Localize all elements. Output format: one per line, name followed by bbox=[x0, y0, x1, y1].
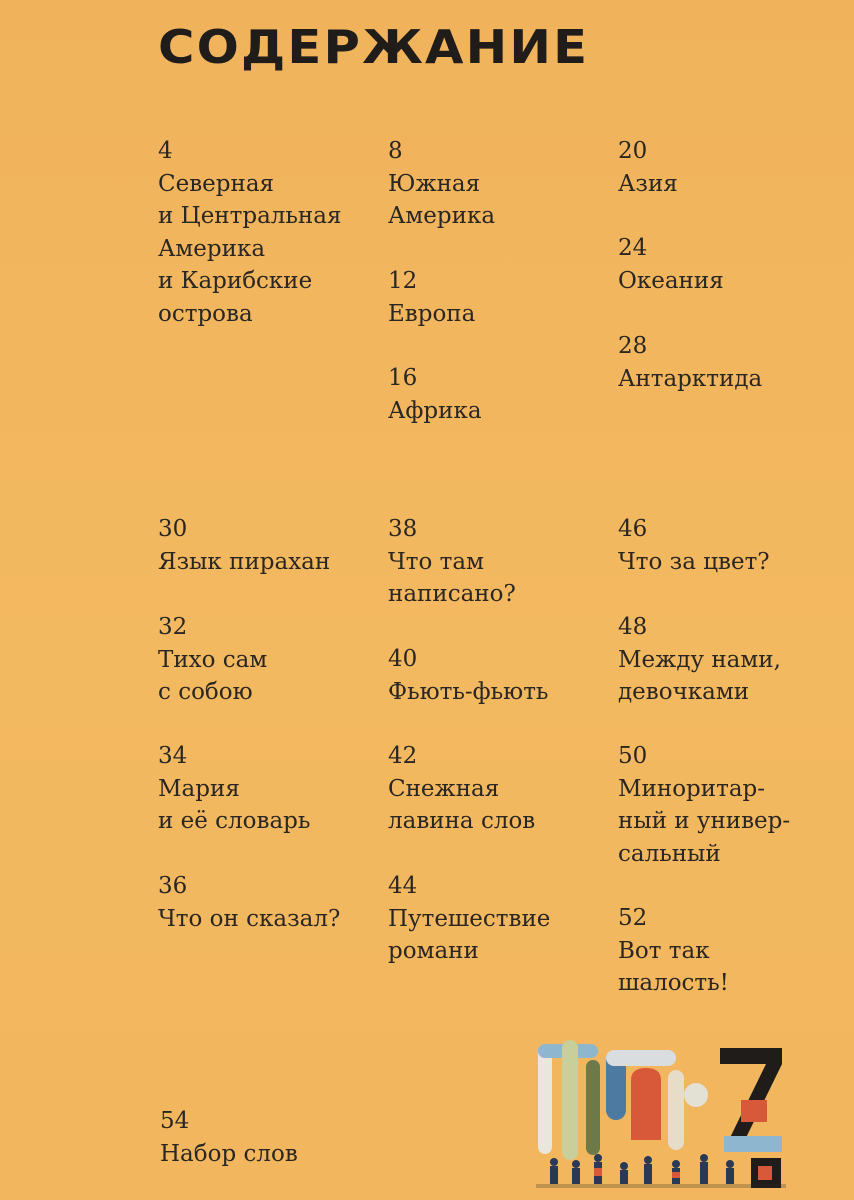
toc-entry[interactable] bbox=[618, 740, 790, 870]
page-number: 4 bbox=[158, 138, 173, 164]
chapter-title: Миноритар- ный и универ- сальный bbox=[618, 775, 791, 867]
toc-entry[interactable] bbox=[388, 870, 550, 968]
page-number: 36 bbox=[158, 873, 188, 899]
dot-shape bbox=[684, 1083, 708, 1107]
block-shape bbox=[741, 1100, 767, 1122]
people-figures bbox=[550, 1154, 734, 1184]
chapter-title: Что за цвет? bbox=[618, 548, 770, 575]
letter-arch-shape bbox=[631, 1068, 661, 1140]
toc-entry[interactable] bbox=[158, 870, 340, 935]
toc-entry[interactable] bbox=[158, 611, 267, 709]
toc-entry[interactable] bbox=[388, 513, 516, 611]
page-number: 44 bbox=[388, 873, 418, 899]
page-number: 16 bbox=[388, 365, 418, 391]
page-number: 20 bbox=[618, 138, 648, 164]
letter-z-top bbox=[720, 1048, 782, 1064]
page-title: СОДЕРЖАНИЕ bbox=[158, 20, 590, 74]
letters-people-illustration bbox=[536, 1040, 786, 1192]
letter-stroke-shape bbox=[668, 1070, 684, 1150]
chapter-title: Мария и её словарь bbox=[158, 775, 311, 834]
chapter-title: Вот так шалость! bbox=[618, 937, 729, 996]
toc-entry[interactable] bbox=[158, 740, 310, 838]
page-number: 38 bbox=[388, 516, 418, 542]
toc-entry[interactable] bbox=[618, 232, 724, 297]
page-number: 8 bbox=[388, 138, 403, 164]
letter-stroke-shape bbox=[586, 1060, 600, 1155]
chapter-title: Европа bbox=[388, 300, 476, 327]
chapter-title: Азия bbox=[618, 170, 678, 197]
letter-stroke-shape bbox=[538, 1044, 552, 1154]
chapter-title: Что там написано? bbox=[388, 548, 516, 607]
chapter-title: Снежная лавина слов bbox=[388, 775, 536, 834]
page-number: 32 bbox=[158, 614, 188, 640]
toc-entry[interactable] bbox=[388, 265, 475, 330]
chapter-title: Путешествие романи bbox=[388, 905, 551, 964]
toc-entry[interactable] bbox=[618, 135, 678, 200]
people-clothing bbox=[594, 1168, 680, 1178]
letter-z-bottom bbox=[724, 1136, 782, 1152]
toc-entry[interactable] bbox=[388, 740, 535, 838]
page-number: 40 bbox=[388, 646, 418, 672]
page-number: 28 bbox=[618, 333, 648, 359]
toc-entry[interactable] bbox=[388, 135, 495, 233]
toc-entry[interactable] bbox=[618, 902, 729, 1000]
toc-entry[interactable] bbox=[618, 611, 781, 709]
page-number: 54 bbox=[160, 1108, 190, 1134]
ground-line bbox=[536, 1184, 786, 1188]
chapter-title: Африка bbox=[388, 397, 482, 424]
page-number: 24 bbox=[618, 235, 648, 261]
toc-entry[interactable] bbox=[160, 1105, 298, 1170]
chapter-title: Язык пирахан bbox=[158, 548, 331, 575]
chapter-title: Антарктида bbox=[618, 365, 763, 392]
page-number: 12 bbox=[388, 268, 418, 294]
toc-entry[interactable] bbox=[388, 643, 548, 708]
chapter-title: Что он сказал? bbox=[158, 905, 341, 932]
page-number: 48 bbox=[618, 614, 648, 640]
page-number: 46 bbox=[618, 516, 648, 542]
letter-stroke-shape bbox=[562, 1040, 578, 1160]
page-number: 30 bbox=[158, 516, 188, 542]
toc-entry[interactable] bbox=[158, 135, 341, 330]
toc-entry[interactable] bbox=[618, 330, 762, 395]
page-number: 34 bbox=[158, 743, 188, 769]
toc-entry[interactable] bbox=[618, 513, 770, 578]
chapter-title: Тихо сам с собою bbox=[158, 646, 268, 705]
chapter-title: Южная Америка bbox=[388, 170, 496, 229]
toc-entry[interactable] bbox=[158, 513, 330, 578]
page-number: 42 bbox=[388, 743, 418, 769]
chapter-title: Океания bbox=[618, 267, 724, 294]
letter-bar-shape bbox=[606, 1050, 676, 1066]
page-number: 52 bbox=[618, 905, 648, 931]
chapter-title: Северная и Центральная Америка и Карибские острова bbox=[158, 170, 342, 327]
chapter-title: Набор слов bbox=[160, 1140, 298, 1167]
toc-entry[interactable] bbox=[388, 362, 482, 427]
page-number: 50 bbox=[618, 743, 648, 769]
block-shape bbox=[758, 1166, 772, 1180]
chapter-title: Фьють-фьють bbox=[388, 678, 549, 705]
chapter-title: Между нами, девочками bbox=[618, 646, 781, 705]
